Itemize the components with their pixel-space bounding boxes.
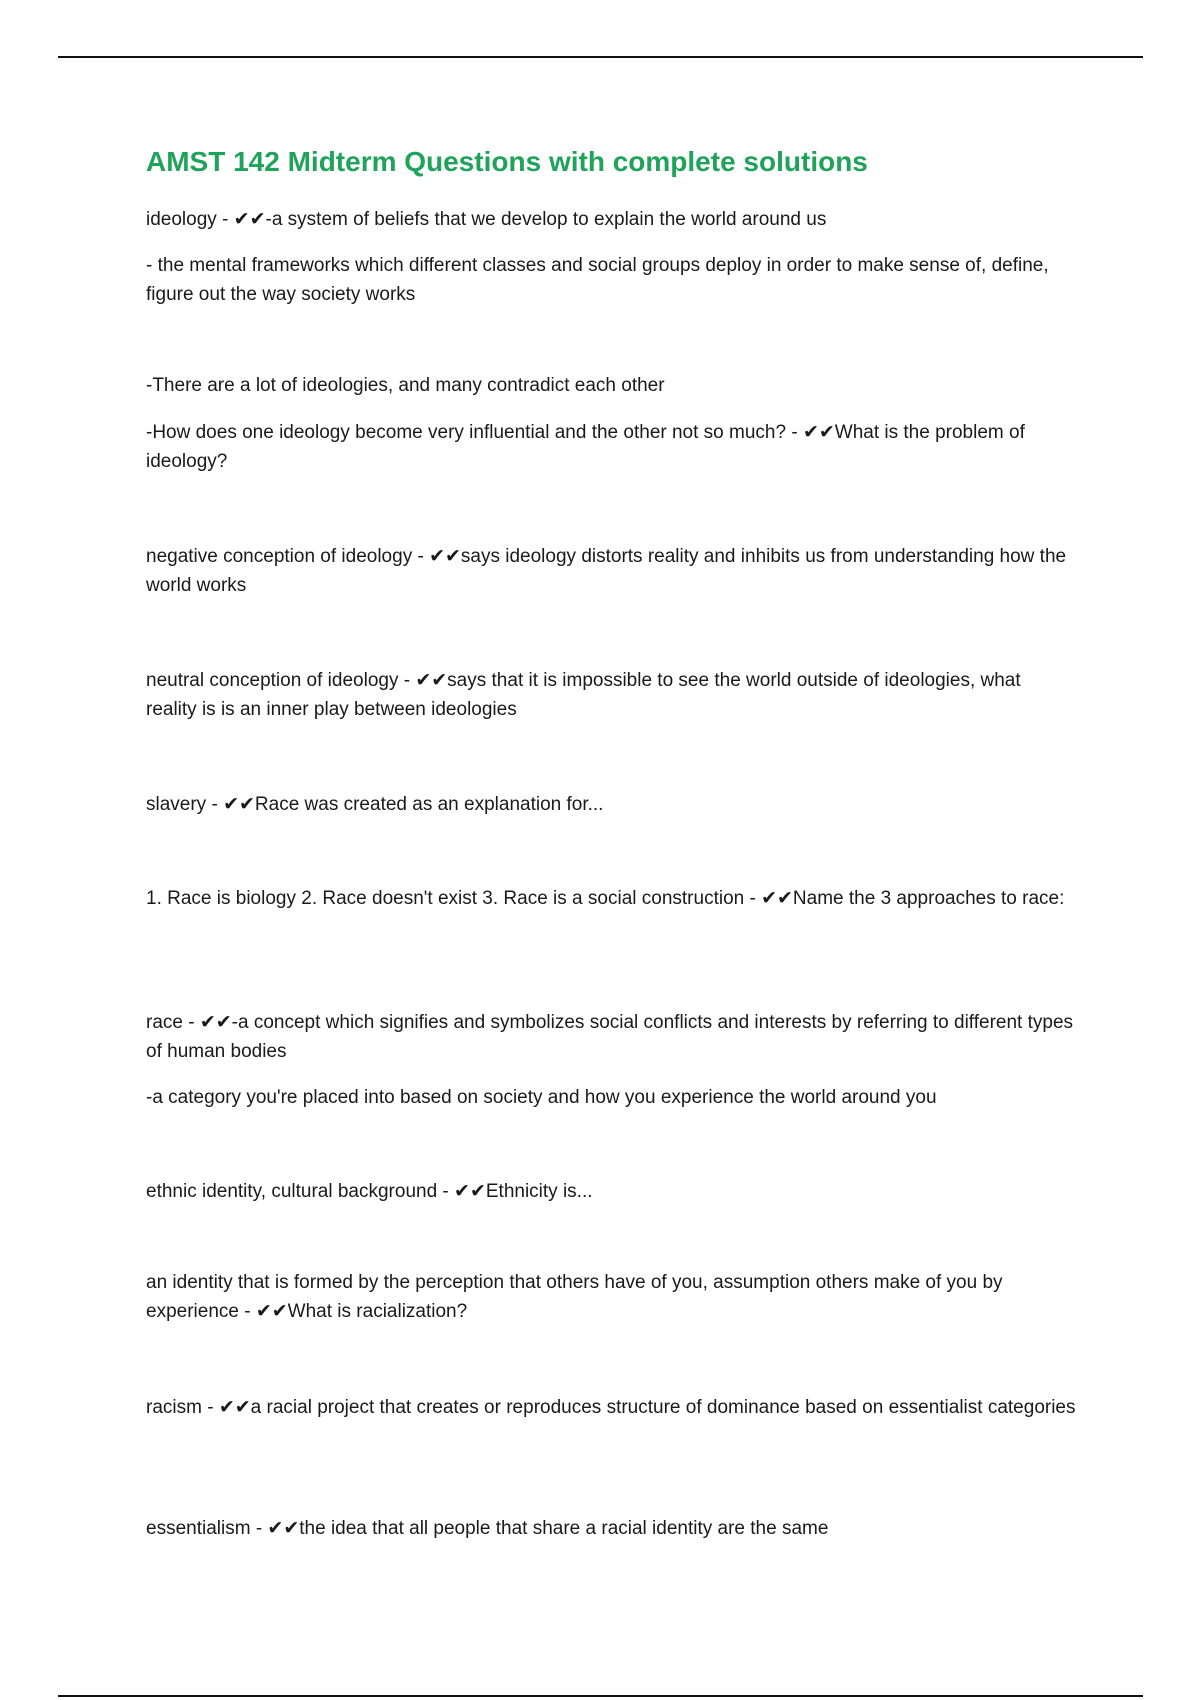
paragraph-race-concept: race - ✔✔-a concept which signifies and symbolizes social conflicts and interests by referring to different types of human bodies xyxy=(146,1012,1074,1062)
paragraph-many-ideologies: -There are a lot of ideologies, and many contradict each other xyxy=(146,375,665,396)
paragraph-slavery: slavery - ✔✔Race was created as an explanation for... xyxy=(146,794,604,815)
paragraph-race-approaches: 1. Race is biology 2. Race doesn't exist 3. Race is a social construction - ✔✔Name the 3 approaches to race: xyxy=(146,888,1065,909)
paragraph-essentialism: essentialism - ✔✔the idea that all people that share a racial identity are the same xyxy=(146,1518,829,1539)
paragraph-negative-conception: negative conception of ideology - ✔✔says ideology distorts reality and inhibits us from understanding how the world works xyxy=(146,546,1067,596)
paragraph-problem-of-ideology: -How does one ideology become very influential and the other not so much? - ✔✔What is the problem of ideology? xyxy=(146,422,1025,472)
paragraph-racialization: an identity that is formed by the perception that others have of you, assumption others make of you by experience - ✔✔What is racialization? xyxy=(146,1272,1003,1322)
paragraph-ethnicity: ethnic identity, cultural background - ✔✔Ethnicity is... xyxy=(146,1181,593,1202)
document-title: AMST 142 Midterm Questions with complete solutions xyxy=(146,146,868,177)
bottom-divider xyxy=(58,1695,1143,1697)
paragraph-ideology: ideology - ✔✔-a system of beliefs that we develop to explain the world around us xyxy=(146,209,827,230)
paragraph-race-category: -a category you're placed into based on society and how you experience the world around you xyxy=(146,1087,937,1108)
paragraph-mental-frameworks: - the mental frameworks which different classes and social groups deploy in order to make sense of, define, figure out the way society works xyxy=(146,255,1049,305)
paragraph-neutral-conception: neutral conception of ideology - ✔✔says that it is impossible to see the world outside of ideologies, what reality is is an inner play between ideologies xyxy=(146,670,1021,720)
top-divider xyxy=(58,56,1143,58)
paragraph-racism: racism - ✔✔a racial project that creates or reproduces structure of dominance based on essentialist categories xyxy=(146,1397,1076,1418)
